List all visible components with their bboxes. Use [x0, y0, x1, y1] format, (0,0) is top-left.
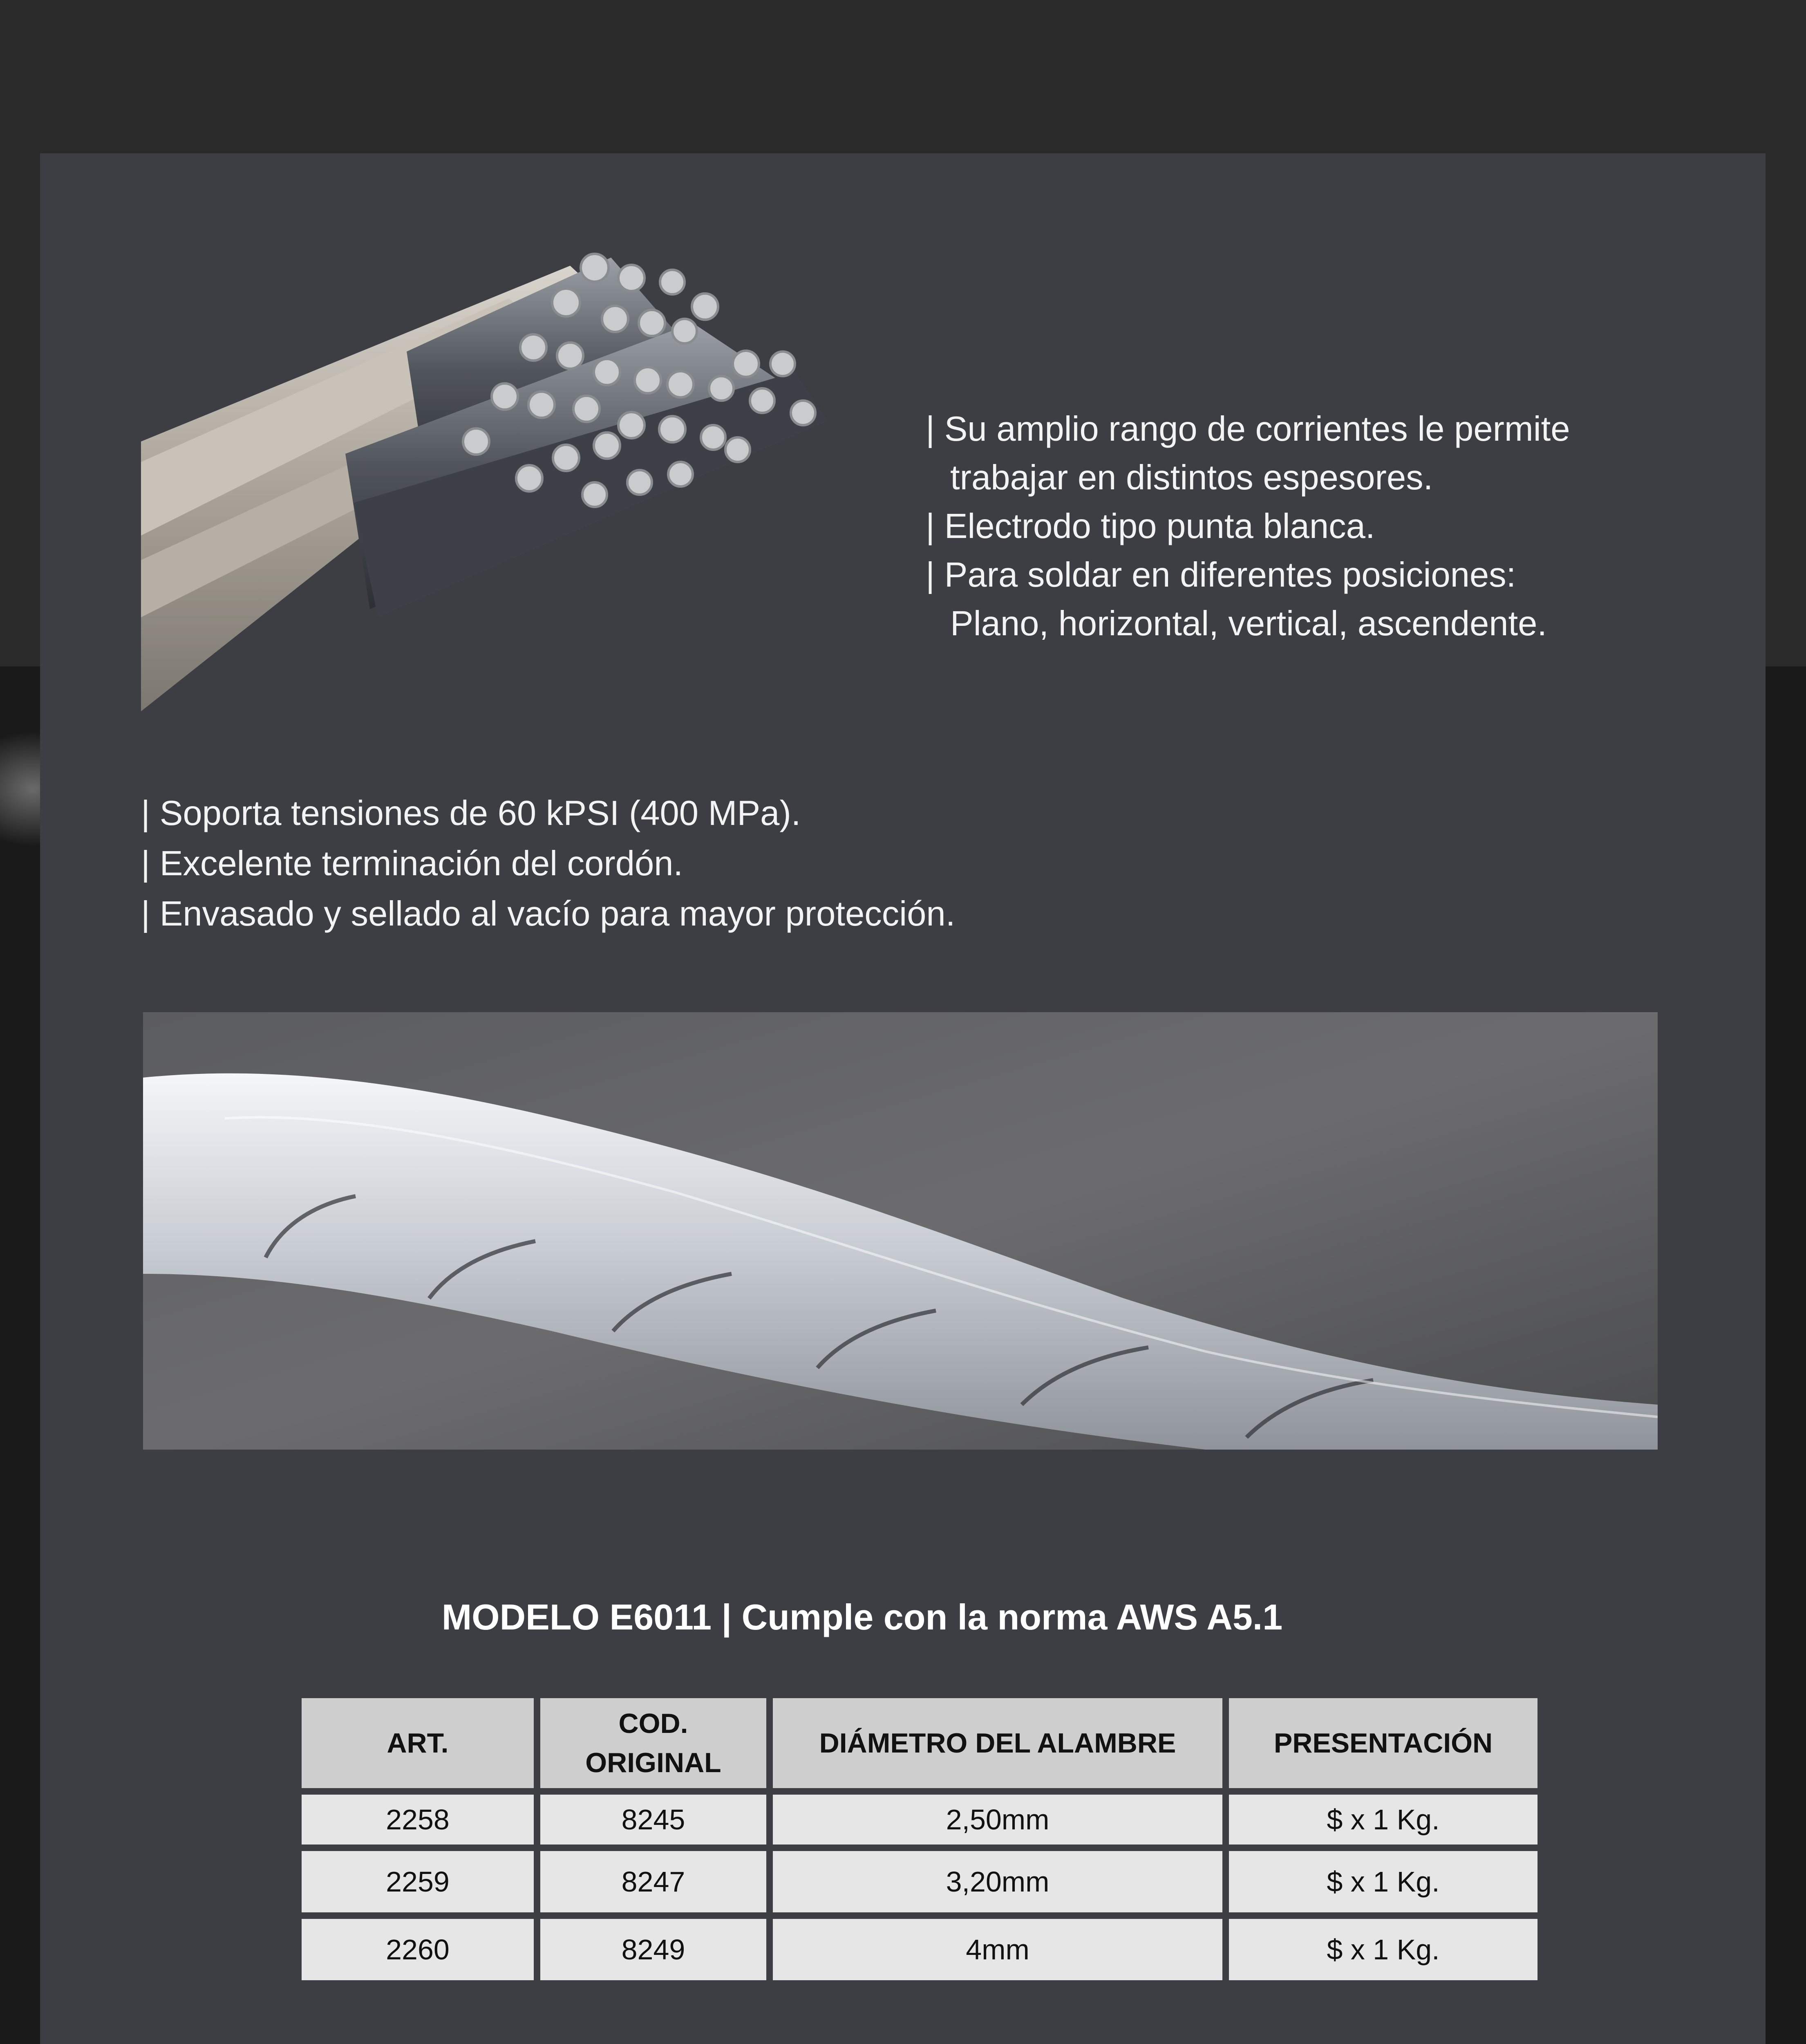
features-top: [926, 405, 1702, 648]
cell-art: 2259: [302, 1851, 534, 1912]
spec-table: [295, 1692, 1544, 1987]
header-presentacion: PRESENTACIÓN: [1229, 1698, 1537, 1788]
cell-presentacion: $ x 1 Kg.: [1229, 1919, 1537, 1980]
cell-cod: 8245: [540, 1795, 766, 1845]
header-cod-line2: ORIGINAL: [585, 1747, 721, 1778]
cell-cod: 8249: [540, 1919, 766, 1980]
cell-diametro: 2,50mm: [773, 1795, 1222, 1845]
features-mid: [141, 788, 1367, 939]
cell-diametro: 4mm: [773, 1919, 1222, 1980]
feature-line: | Electrodo tipo punta blanca.: [926, 507, 1375, 546]
table-row: [302, 1851, 1537, 1912]
feature-line: | Su amplio rango de corrientes le permite: [926, 410, 1570, 448]
electrodes-image: [141, 249, 836, 711]
cell-art: 2258: [302, 1795, 534, 1845]
table-header-row: [302, 1698, 1537, 1788]
feature-line: Plano, horizontal, vertical, ascendente.: [950, 604, 1547, 643]
cell-presentacion: $ x 1 Kg.: [1229, 1795, 1537, 1845]
feature-line: | Envasado y sellado al vacío para mayor protección.: [141, 894, 956, 933]
table-row: [302, 1795, 1537, 1845]
header-cod-original: [540, 1698, 766, 1788]
feature-line: | Para soldar en diferentes posiciones:: [926, 556, 1516, 594]
model-title: MODELO E6011 | Cumple con la norma AWS A5.1: [441, 1597, 1283, 1637]
cell-cod: 8247: [540, 1851, 766, 1912]
header-diametro: DIÁMETRO DEL ALAMBRE: [773, 1698, 1222, 1788]
cell-presentacion: $ x 1 Kg.: [1229, 1851, 1537, 1912]
weld-bead-image: [143, 1012, 1658, 1450]
header-art: ART.: [302, 1698, 534, 1788]
cell-diametro: 3,20mm: [773, 1851, 1222, 1912]
feature-line: | Excelente terminación del cordón.: [141, 844, 683, 883]
feature-line: | Soporta tensiones de 60 kPSI (400 MPa).: [141, 794, 801, 833]
cell-art: 2260: [302, 1919, 534, 1980]
header-cod-line1: COD.: [618, 1708, 688, 1739]
table-row: [302, 1919, 1537, 1980]
feature-line: trabajar en distintos espesores.: [950, 458, 1433, 497]
